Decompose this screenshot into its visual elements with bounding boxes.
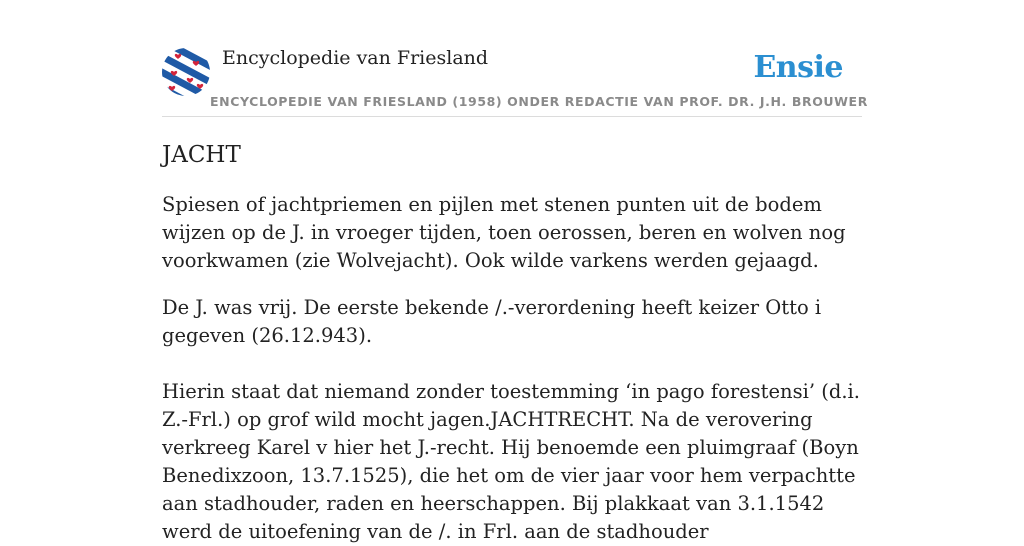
- site-title-link[interactable]: Encyclopedie van Friesland: [222, 47, 489, 69]
- article-paragraph: De J. was vrij. De eerste bekende /.-verordening heeft keizer Otto i gegeven (26.12.943).: [162, 296, 822, 347]
- article-paragraph: Hierin staat dat niemand zonder toestemming ‘in pago forestensi’ (d.i. Z.-Frl.) op grof wild mocht jagen.JACHTRECHT. Na de verovering verkreeg Karel v hier het J.-recht. Hij benoemde een pluimgraaf (Boyn Benedixzoon, 13.7.1525), die het om de vier jaar voor hem verpachtte aan stadhouder, raden en heerschappen. Bij plakkaat van 3.1.1542 werd de uitoefening van de /. in Frl. aan de stadhouder: [162, 380, 860, 543]
- frisian-flag-logo-icon[interactable]: [162, 48, 210, 96]
- encyclopedia-subtitle: ENCYCLOPEDIE VAN FRIESLAND (1958) ONDER REDACTIE VAN PROF. DR. J.H. BROUWER: [210, 94, 868, 109]
- article-paragraph: Spiesen of jachtpriemen en pijlen met stenen punten uit de bodem wijzen op de J. in vroeger tijden, toen oerossen, beren en wolven nog voorkwamen (zie Wolvejacht). Ook wilde varkens werden gejaagd.: [162, 193, 846, 272]
- ensie-brand-link[interactable]: Ensie: [753, 50, 843, 85]
- site-header: [162, 44, 868, 117]
- article: [162, 138, 868, 546]
- article-title: JACHT: [162, 142, 241, 168]
